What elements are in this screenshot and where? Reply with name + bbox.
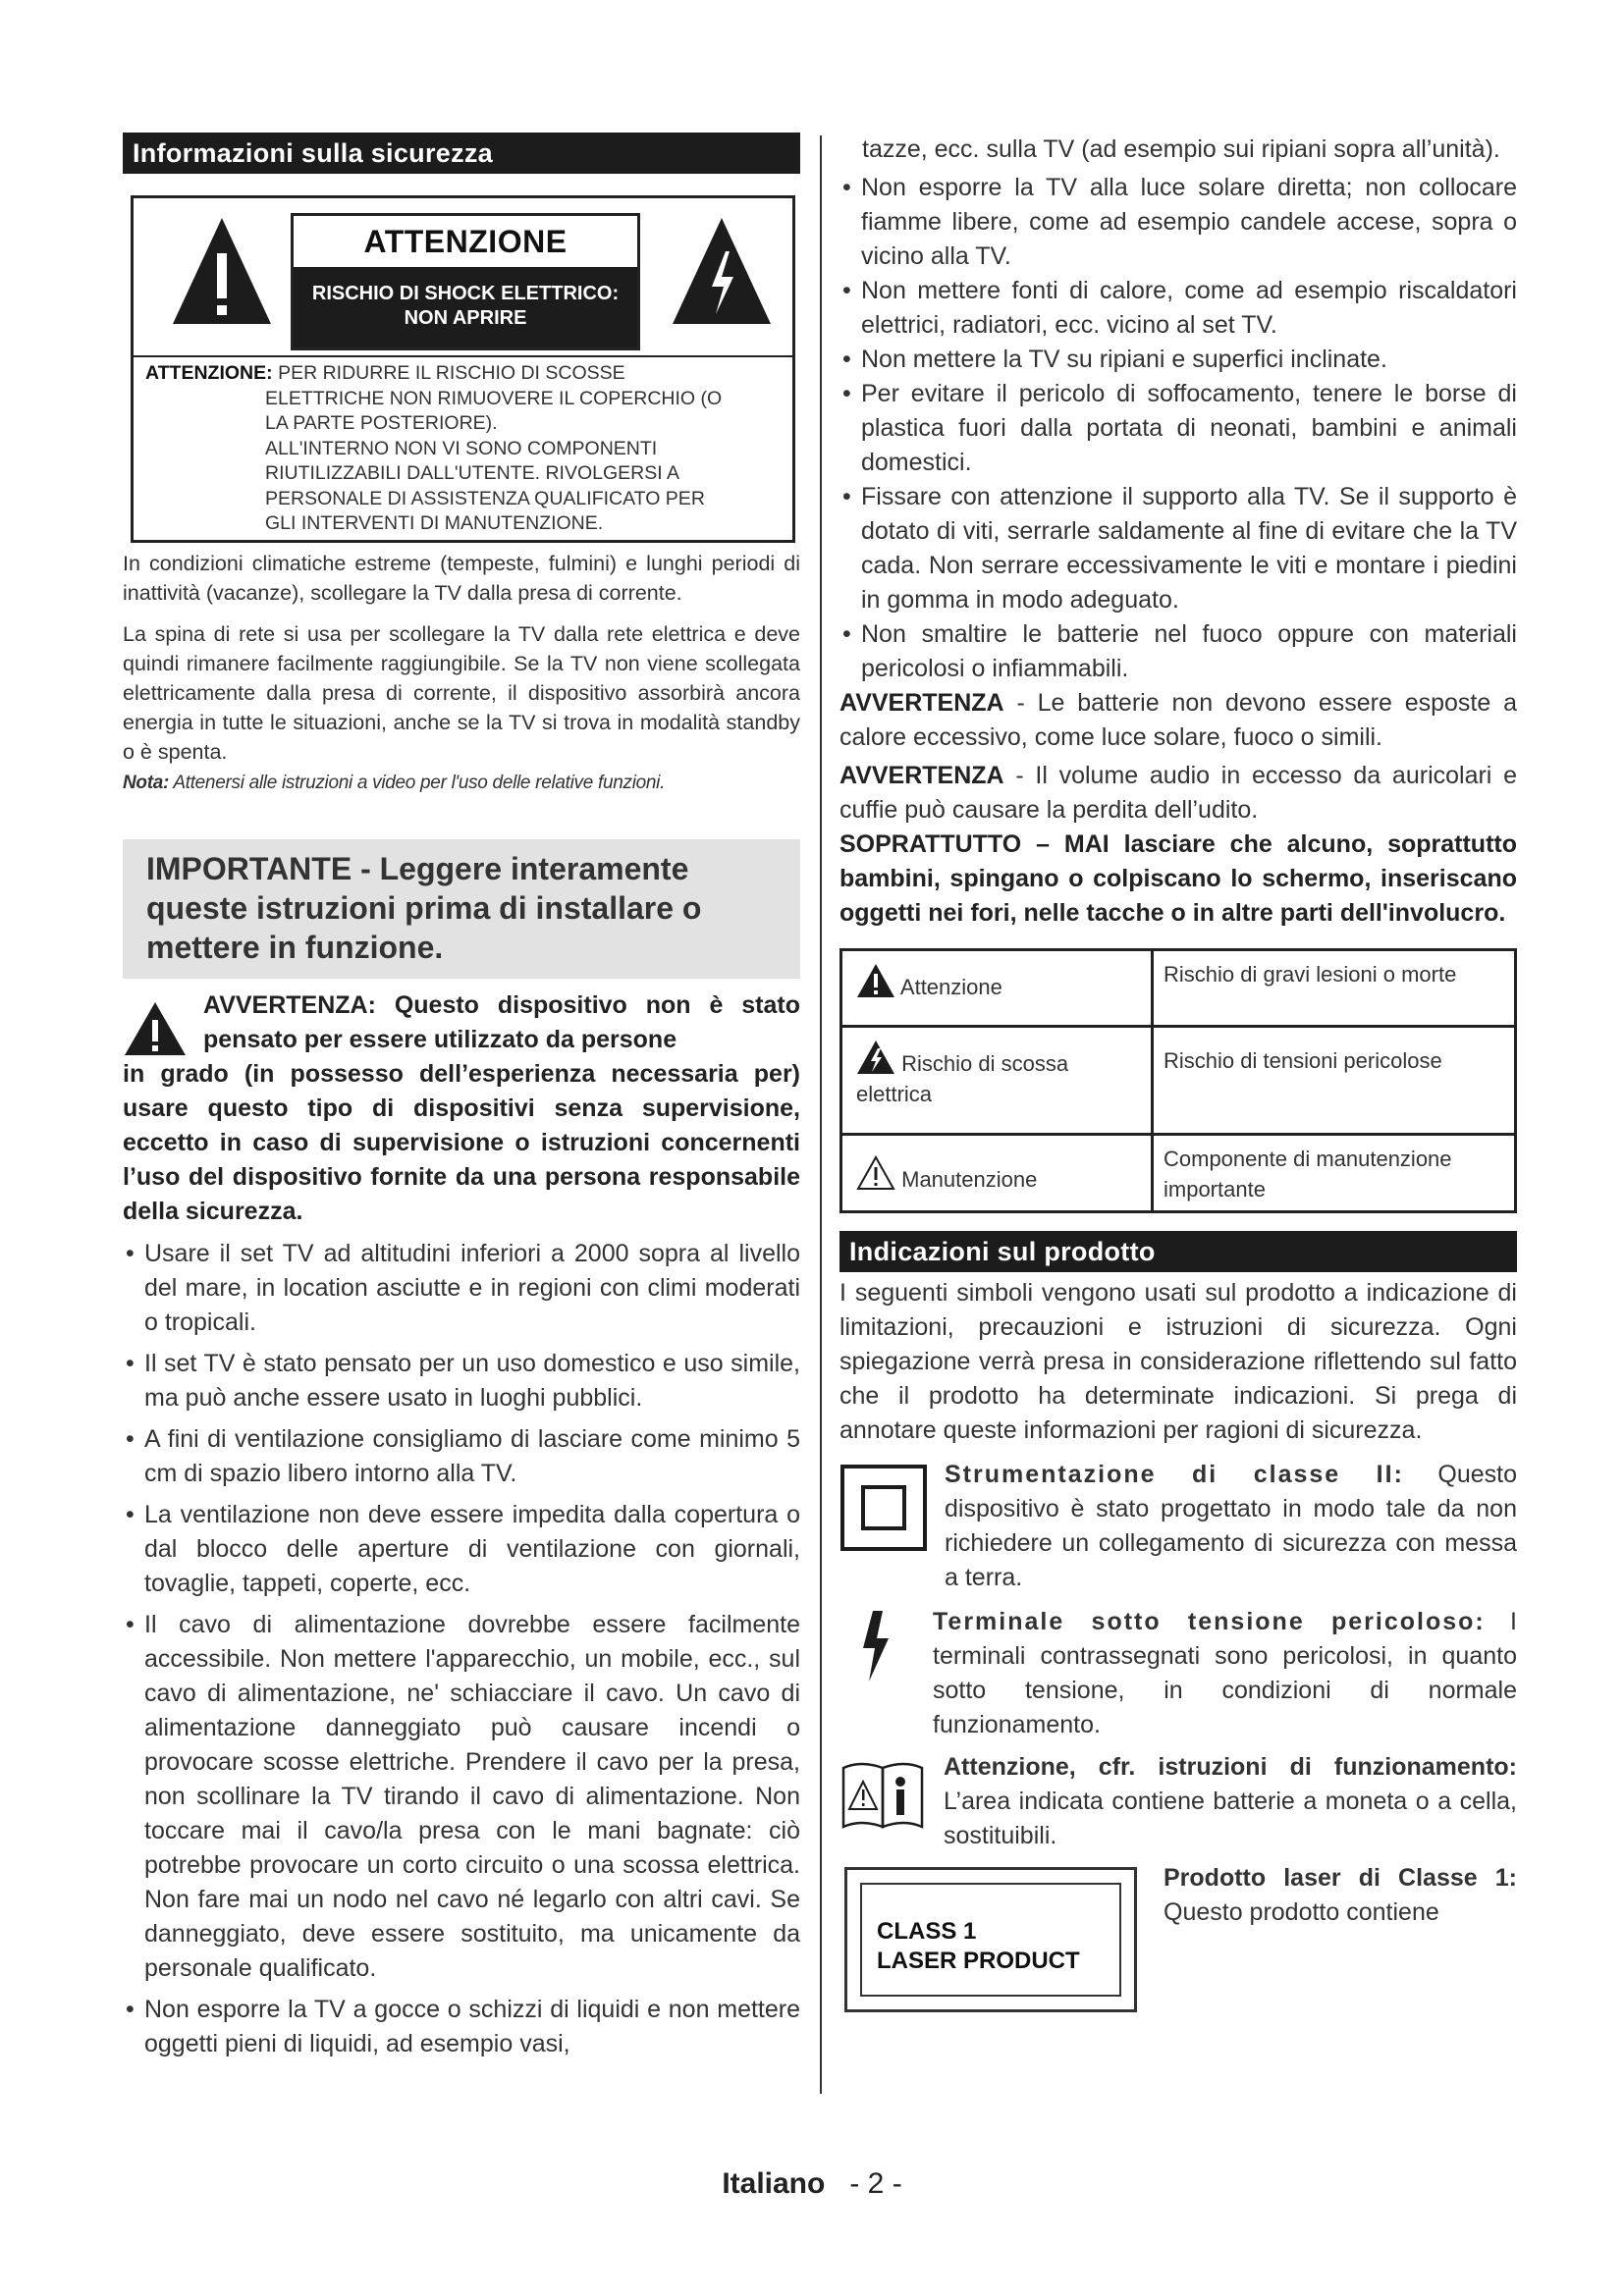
warning-line: RIUTILIZZABILI DALL'UTENTE. RIVOLGERSI A	[265, 462, 679, 484]
maintenance-triangle-icon	[856, 1155, 895, 1191]
meaning-cell: Componente di manutenzione importante	[1153, 1135, 1516, 1212]
extreme-weather-paragraph: In condizioni climatiche estreme (tempeste, fulmini) e lunghi periodi di inattività (vacanze), scollegare la TV dalla presa di corrente.	[123, 552, 800, 605]
laser-description: Questo prodotto contiene	[1164, 1898, 1439, 1926]
attention-description: L’area indicata contiene batterie a moneta o a cella, sostituibili.	[944, 1788, 1517, 1849]
column-divider	[820, 135, 822, 2094]
shock-risk-label	[294, 267, 637, 347]
nota-label: Nota:	[123, 773, 170, 793]
symbol-label: Manutenzione	[901, 1167, 1038, 1192]
class2-item	[839, 1458, 1517, 1595]
mains-plug-paragraph: La spina di rete si usa per scollegare la TV dalla rete elettrica e deve quindi rimanere facilmente raggiungibile. Se la TV non viene scollegata elettricamente dalla presa di corrente, il dispositivo assorbirà ancora energia in tutte le situazioni, anche se la TV si trova in modalità standby o è spenta.	[123, 622, 800, 764]
important-notice: IMPORTANTE - Leggere interamente queste istruzioni prima di installare o mettere in funzione.	[123, 839, 800, 979]
lightning-triangle-icon	[856, 1040, 895, 1075]
symbol-label: elettrica	[856, 1082, 933, 1106]
right-bullet-list	[839, 171, 1517, 686]
nota-text: Attenersi alle istruzioni a video per l'uso delle relative funzioni.	[169, 773, 666, 793]
class-ii-double-square-icon	[839, 1464, 928, 1552]
terminal-label: Terminale sotto tensione pericoloso:	[933, 1608, 1486, 1635]
warning-text	[134, 357, 792, 537]
warning-line: ELETTRICHE NON RIMUOVERE IL COPERCHIO (O	[265, 387, 723, 409]
warning-line: LA PARTE POSTERIORE).	[265, 412, 498, 434]
avvertenza-label: AVVERTENZA	[839, 762, 1004, 789]
symbol-cell	[841, 950, 1153, 1027]
class2-description: Questo dispositivo è stato progettato in modo tale da non richiedere un collegamento di sicurezza con messa a terra.	[945, 1461, 1517, 1591]
lightning-warning-icon	[671, 216, 773, 326]
avvertenza-first-lines: AVVERTENZA: Questo dispositivo non è stato pensato per essere utilizzato da persone	[203, 991, 800, 1053]
live-terminal-lightning-icon	[859, 1609, 893, 1685]
terminal-item	[839, 1605, 1517, 1742]
avvertenza-text: - Le batterie non devono essere esposte a calore eccessivo, come luce solare, fuoco o simili.	[839, 689, 1517, 751]
attention-item	[839, 1750, 1517, 1853]
operating-instructions-icon	[839, 1756, 926, 1831]
class2-label: Strumentazione di classe II:	[945, 1461, 1404, 1488]
list-item: • La ventilazione non deve essere impedita dalla copertura o dal blocco delle aperture di ventilazione con giornali, tovaglie, tappeti, coperte, ecc.	[123, 1498, 800, 1601]
laser-label: Prodotto laser di Classe 1:	[1164, 1864, 1517, 1892]
avvertenza-main	[123, 988, 800, 1229]
symbol-label: Attenzione	[899, 975, 1002, 999]
class2-text	[839, 1458, 1517, 1595]
page-number: - 2 -	[849, 2167, 902, 2200]
list-item: • Non esporre la TV alla luce solare diretta; non collocare fiamme libere, come ad esempio candele accese, sopra o vicino alla TV.	[839, 171, 1517, 274]
list-item: • Il set TV è stato pensato per un uso domestico e uso simile, ma può anche essere usato in luoghi pubblici.	[123, 1347, 800, 1415]
terminal-description: I terminali contrassegnati sono pericolosi, in quanto sotto tensione, in condizioni di normale funzionamento.	[933, 1608, 1517, 1738]
symbol-cell	[841, 1135, 1153, 1212]
shock-line-1: RISCHIO DI SHOCK ELETTRICO:	[311, 283, 620, 304]
list-item: • Per evitare il pericolo di soffocamento, tenere le borse di plastica fuori dalla portata di neonati, bambini e animali domestici.	[839, 377, 1517, 480]
warning-triangle-icon	[856, 963, 895, 998]
avvertenza-rest: in grado (in possesso dell’esperienza necessaria per) usare questo tipo di dispositivi senza supervisione, eccetto in caso di supervisione o istruzioni concernenti l’uso del dispositivo fornite da una persona responsabile della sicurezza.	[123, 1060, 800, 1225]
laser-box-line-1: CLASS 1	[877, 1918, 977, 1945]
warning-line: ALL'INTERNO NON VI SONO COMPONENTI	[265, 437, 658, 459]
list-item: • Non mettere la TV su ripiani e superfici inclinate.	[839, 343, 1517, 377]
list-item: • Non mettere fonti di calore, come ad esempio riscaldatori elettrici, radiatori, ecc. vicino al set TV.	[839, 274, 1517, 343]
electric-shock-warning-box	[131, 195, 795, 543]
avvertenza-text: - Il volume audio in eccesso da auricolari e cuffie può causare la perdita dell’udito.	[839, 762, 1517, 824]
list-item: • Fissare con attenzione il supporto alla TV. Se il supporto è dotato di viti, serrarle saldamente al fine di evitare che la TV cada. Non serrare eccessivamente le viti e montare i piedini in gomma in modo adeguato.	[839, 480, 1517, 617]
section-title-product: Indicazioni sul prodotto	[839, 1231, 1517, 1272]
exclamation-warning-icon	[171, 216, 273, 326]
footer-language: Italiano	[722, 2167, 826, 2200]
list-item: • Usare il set TV ad altitudini inferiori a 2000 sopra al livello del mare, in location asciutte e in regioni con climi moderati o tropicali.	[123, 1237, 800, 1340]
soprattutto-warning: SOPRATTUTTO – MAI lasciare che alcuno, soprattutto bambini, spingano o colpiscano lo schermo, inseriscano oggetti nei fori, nelle tacche o in altre parti dell'involucro.	[839, 830, 1517, 927]
list-item: • Non smaltire le batterie nel fuoco oppure con materiali pericolosi o infiammabili.	[839, 617, 1517, 686]
warning-triangle-icon	[123, 1000, 188, 1057]
laser-box-line-2: LASER PRODUCT	[877, 1948, 1080, 1974]
symbol-label: Rischio di scossa	[901, 1051, 1069, 1076]
continuation-text: tazze, ecc. sulla TV (ad esempio sui ripiani sopra all’unità).	[862, 135, 1500, 163]
section-title-safety: Informazioni sulla sicurezza	[123, 133, 800, 174]
terminal-text	[839, 1605, 1517, 1742]
table-row	[841, 1027, 1516, 1135]
shock-line-2: NON APRIRE	[404, 307, 527, 329]
list-item: • A fini di ventilazione consigliamo di lasciare come minimo 5 cm di spazio libero intorno alla TV.	[123, 1422, 800, 1491]
page-footer	[0, 2167, 1624, 2201]
table-row	[841, 1135, 1516, 1212]
meaning-cell: Rischio di gravi lesioni o morte	[1153, 950, 1516, 1027]
table-row	[841, 950, 1516, 1027]
warning-line: GLI INTERVENTI DI MANUTENZIONE.	[265, 512, 604, 534]
class1-laser-label	[844, 1867, 1137, 2012]
attention-label-box	[291, 213, 640, 350]
nota-paragraph	[123, 773, 800, 794]
attention-label: Attenzione, cfr. istruzioni di funzionamento:	[944, 1753, 1517, 1781]
safety-bullet-list	[123, 1237, 800, 2061]
product-intro: I seguenti simboli vengono usati sul prodotto a indicazione di limitazioni, precauzioni e istruzioni di sicurezza. Ogni spiegazione verrà presa in considerazione riflettendo sul fatto che il prodotto ha determinate indicazioni. Si prega di annotare queste informazioni per ragioni di sicurezza.	[839, 1279, 1517, 1444]
list-item: • Il cavo di alimentazione dovrebbe essere facilmente accessibile. Non mettere l'apparecchio, un mobile, ecc., sul cavo di alimentazione, ne' schiacciare il cavo. Un cavo di alimentazione danneggiato può causare incendi o provocare scosse elettriche. Prendere il cavo per la presa, non scollinare la TV tirando il cavo di alimentazione. Non toccare mai il cavo/la presa con le mani bagnate: ciò potrebbe provocare un corto circuito o una scossa elettrica. Non fare mai un nodo nel cavo né legarlo con altri cavi. Se danneggiato, deve essere sostituito, ma unicamente da personale qualificato.	[123, 1608, 800, 1986]
list-item: • Non esporre la TV a gocce o schizzi di liquidi e non mettere oggetti pieni di liquidi, ad esempio vasi,	[123, 1993, 800, 2061]
right-column	[839, 133, 1517, 2018]
attention-text	[839, 1750, 1517, 1853]
warning-line: PER RIDURRE IL RISCHIO DI SCOSSE	[278, 362, 625, 384]
attention-title: ATTENZIONE	[363, 224, 568, 259]
warning-line: PERSONALE DI ASSISTENZA QUALIFICATO PER	[265, 487, 705, 509]
avvertenza-volume	[839, 759, 1517, 828]
left-column	[123, 133, 800, 2068]
meaning-cell: Rischio di tensioni pericolose	[1153, 1027, 1516, 1135]
symbol-cell	[841, 1027, 1153, 1135]
avvertenza-label: AVVERTENZA	[839, 689, 1004, 717]
laser-item	[839, 1861, 1517, 2018]
warning-label: ATTENZIONE:	[145, 362, 273, 384]
avvertenza-batteries	[839, 686, 1517, 755]
symbol-table	[839, 948, 1517, 1213]
